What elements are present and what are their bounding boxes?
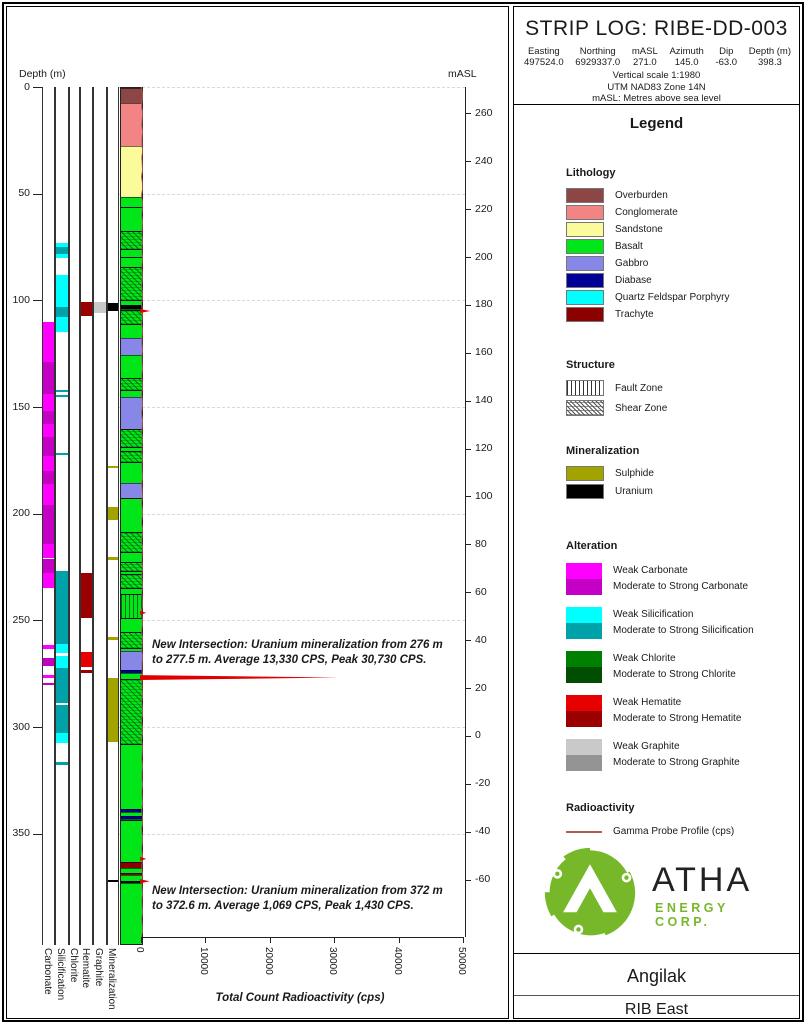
depth-tick bbox=[33, 300, 42, 301]
track-interval-carbonate_weak bbox=[43, 573, 54, 588]
alteration-swatch bbox=[566, 651, 602, 683]
track-interval-carbonate_strong bbox=[43, 658, 54, 667]
collar-field bbox=[632, 46, 658, 68]
track-interval-silicification_weak bbox=[56, 317, 68, 332]
lithology-interval-basalt bbox=[121, 819, 142, 863]
project-block bbox=[514, 953, 799, 1018]
gamma-tick bbox=[205, 937, 206, 943]
track-interval-carbonate_strong bbox=[43, 471, 54, 484]
track-interval-sulphide bbox=[108, 557, 118, 560]
trachyte-swatch bbox=[566, 307, 604, 322]
masl-tick bbox=[465, 113, 471, 114]
gamma-tick bbox=[270, 937, 271, 943]
track-label: Silicification bbox=[55, 948, 66, 1001]
collar-field-label: Azimuth bbox=[669, 46, 704, 57]
gamma-tick bbox=[141, 937, 142, 943]
depth-tick-label: 100 bbox=[12, 293, 30, 306]
track-interval-silicification_strong bbox=[56, 571, 68, 644]
depth-tick bbox=[33, 727, 42, 728]
gamma-tick bbox=[334, 937, 335, 943]
depth-tick-label: 0 bbox=[24, 80, 30, 93]
shear-zone bbox=[121, 562, 142, 573]
masl-tick bbox=[465, 544, 471, 545]
alteration-strong-label: Moderate to Strong Graphite bbox=[613, 757, 740, 768]
legend-item bbox=[566, 188, 730, 203]
alteration-group bbox=[566, 651, 754, 683]
shear-zone bbox=[121, 574, 142, 589]
alteration-swatch bbox=[566, 563, 602, 595]
legend-lithology-section bbox=[566, 167, 730, 324]
legend-item-label: Sandstone bbox=[615, 224, 663, 235]
info-panel bbox=[513, 6, 800, 1019]
uranium-swatch bbox=[566, 484, 604, 499]
legend-item-label: Fault Zone bbox=[615, 382, 663, 394]
alteration-swatch bbox=[566, 607, 602, 639]
track-interval-carbonate_strong bbox=[43, 437, 54, 456]
structure-heading: Structure bbox=[566, 359, 615, 371]
depth-tick-label: 250 bbox=[12, 613, 30, 626]
collar-field-value: 145.0 bbox=[674, 57, 699, 68]
lithology-interval-gabbro bbox=[121, 397, 142, 430]
gamma-tick-label: 30000 bbox=[327, 946, 338, 975]
lithology-interval-basalt bbox=[121, 883, 142, 939]
legend-item-label: Conglomerate bbox=[615, 207, 678, 218]
masl-tick-label: 200 bbox=[475, 250, 493, 263]
legend-item-label: Trachyte bbox=[615, 309, 654, 320]
gamma-axis bbox=[141, 937, 464, 938]
collar-field-value: 271.0 bbox=[632, 57, 657, 68]
depth-tick-label: 300 bbox=[12, 720, 30, 733]
masl-tick bbox=[465, 449, 471, 450]
masl-tick-label: -20 bbox=[475, 777, 491, 790]
depth-tick-label: 350 bbox=[12, 827, 30, 840]
collar-field-value: 398.3 bbox=[757, 57, 782, 68]
collar-field bbox=[524, 46, 564, 68]
masl-tick-label: 140 bbox=[475, 394, 493, 407]
lithology-column bbox=[120, 87, 143, 945]
masl-axis bbox=[465, 87, 466, 937]
legend-item-label: Overburden bbox=[615, 190, 668, 201]
gamma-tick-label: 0 bbox=[133, 946, 145, 953]
carbonate_strong-swatch bbox=[566, 579, 602, 595]
alteration-weak-label: Weak Hematite bbox=[613, 697, 682, 708]
scale-note: Vertical scale 1:1980 bbox=[612, 70, 701, 81]
legend-item-label: Sulphide bbox=[615, 468, 654, 479]
shear-zone bbox=[121, 378, 142, 391]
fault-zone bbox=[121, 594, 142, 619]
masl-tick-label: 20 bbox=[475, 681, 487, 694]
sandstone-swatch bbox=[566, 222, 604, 237]
annotation-1-line-2: to 277.5 m. Average 13,330 CPS, Peak 30,730 CPS. bbox=[152, 654, 427, 666]
bed-boundary-line bbox=[121, 820, 142, 821]
project-divider bbox=[514, 995, 799, 996]
alteration-strong-label: Moderate to Strong Hematite bbox=[613, 713, 742, 724]
lithology-interval-gabbro bbox=[121, 651, 142, 671]
shear-zone-swatch bbox=[566, 400, 604, 416]
collar-field-value: 497524.0 bbox=[524, 57, 564, 68]
scale-note: mASL: Metres above sea level bbox=[592, 93, 721, 104]
track-interval-carbonate_weak bbox=[43, 322, 54, 363]
collar-field-label: Northing bbox=[579, 46, 616, 57]
atha-logo-icon bbox=[542, 845, 638, 941]
track-interval-carbonate_strong bbox=[43, 683, 54, 686]
track-carbonate bbox=[42, 87, 55, 945]
legend-item bbox=[566, 273, 730, 288]
alteration-weak-label: Weak Silicification bbox=[613, 609, 694, 620]
collar-field-label: mASL bbox=[631, 46, 658, 57]
track-interval-carbonate_weak bbox=[43, 424, 54, 437]
collar-field bbox=[749, 46, 791, 68]
track-interval-silicification_weak bbox=[56, 254, 68, 257]
masl-tick bbox=[465, 688, 471, 689]
masl-tick bbox=[465, 161, 471, 162]
track-interval-silicification_weak bbox=[56, 275, 68, 307]
gamma-tick-label: 10000 bbox=[198, 946, 209, 975]
track-chlorite bbox=[69, 87, 80, 945]
track-interval-silicification_weak bbox=[56, 733, 68, 743]
track-interval-carbonate_strong bbox=[43, 505, 54, 543]
legend-title: Legend bbox=[629, 115, 684, 132]
track-interval-graphite_weak bbox=[94, 302, 106, 313]
track-interval-silicification_strong bbox=[56, 247, 68, 254]
masl-tick-label: 240 bbox=[475, 154, 493, 167]
intersection-annotation-1 bbox=[152, 638, 443, 668]
shear-zone bbox=[121, 451, 142, 464]
track-graphite bbox=[93, 87, 107, 945]
title-block bbox=[514, 7, 799, 105]
legend-item-label: Quartz Feldspar Porphyry bbox=[615, 292, 730, 303]
depth-axis-label: Depth (m) bbox=[19, 68, 66, 80]
shear-zone bbox=[121, 429, 142, 448]
track-interval-carbonate_weak bbox=[43, 484, 54, 505]
alteration-heading: Alteration bbox=[566, 540, 618, 552]
annotation-2-line-2: to 372.6 m. Average 1,069 CPS, Peak 1,430 CPS. bbox=[152, 900, 414, 912]
gamma-spike bbox=[140, 675, 339, 680]
gamma-tick-label: 50000 bbox=[456, 946, 467, 975]
lithology-interval-basalt bbox=[121, 355, 142, 399]
logo-wordmark: ATHA bbox=[652, 861, 753, 899]
annotation-1-line-1: New Intersection: Uranium mineralization from 276 m bbox=[152, 639, 443, 651]
logo-subtitle: ENERGY CORP. bbox=[655, 901, 729, 929]
track-interval-silicification_strong bbox=[56, 668, 68, 702]
hematite_weak-swatch bbox=[566, 695, 602, 711]
depth-tick-label: 200 bbox=[12, 507, 30, 520]
project-name: Angilak bbox=[626, 966, 687, 986]
gamma-line-swatch bbox=[566, 831, 602, 833]
masl-tick-label: 120 bbox=[475, 442, 493, 455]
masl-tick bbox=[465, 640, 471, 641]
scale-note: UTM NAD83 Zone 14N bbox=[607, 81, 706, 93]
masl-tick-label: 100 bbox=[475, 489, 493, 502]
track-interval-uranium bbox=[108, 303, 118, 311]
track-interval-silicification_weak bbox=[56, 644, 68, 654]
basalt-swatch bbox=[566, 239, 604, 254]
conglomerate-swatch bbox=[566, 205, 604, 220]
collar-fields bbox=[524, 46, 791, 68]
depth-tick bbox=[33, 87, 42, 88]
track-interval-silicification_strong bbox=[56, 390, 68, 392]
track-mineralization bbox=[107, 87, 119, 945]
alteration-swatch bbox=[566, 739, 602, 771]
track-label: Graphite bbox=[93, 948, 104, 987]
masl-tick bbox=[465, 496, 471, 497]
quartz_feldspar_porphyry-swatch bbox=[566, 290, 604, 305]
intersection-annotation-2 bbox=[152, 884, 443, 914]
alteration-strong-label: Moderate to Strong Carbonate bbox=[613, 581, 749, 592]
depth-tick bbox=[33, 834, 42, 835]
shear-zone bbox=[121, 267, 142, 301]
lithology-heading: Lithology bbox=[566, 167, 616, 179]
track-interval-silicification_strong bbox=[56, 307, 68, 318]
gamma-axis-title: Total Count Radioactivity (cps) bbox=[215, 992, 385, 1004]
depth-tick bbox=[33, 194, 42, 195]
alteration-labels bbox=[613, 651, 736, 683]
track-interval-sulphide bbox=[108, 466, 118, 468]
masl-tick-label: 60 bbox=[475, 585, 487, 598]
log-title: STRIP LOG: RIBE-DD-003 bbox=[525, 17, 788, 40]
scale-notes bbox=[514, 70, 799, 105]
sulphide-swatch bbox=[566, 466, 604, 481]
collar-field-label: Easting bbox=[527, 46, 560, 57]
legend-item bbox=[566, 466, 654, 481]
lithology-interval-conglomerate bbox=[121, 103, 142, 147]
overburden-swatch bbox=[566, 188, 604, 203]
masl-tick bbox=[465, 832, 471, 833]
track-interval-hematite_strong bbox=[81, 573, 92, 618]
gabbro-swatch bbox=[566, 256, 604, 271]
shear-zone bbox=[121, 310, 142, 325]
legend-item bbox=[566, 205, 730, 220]
masl-tick bbox=[465, 592, 471, 593]
hematite_strong-swatch bbox=[566, 711, 602, 727]
depth-tick bbox=[33, 514, 42, 515]
masl-tick bbox=[465, 880, 471, 881]
mineralization-heading: Mineralization bbox=[566, 445, 640, 457]
alteration-weak-label: Weak Carbonate bbox=[613, 565, 688, 576]
gamma-tick bbox=[399, 937, 400, 943]
alteration-group bbox=[566, 607, 754, 639]
legend-item-label: Basalt bbox=[615, 241, 643, 252]
annotation-2-line-1: New Intersection: Uranium mineralization from 372 m bbox=[152, 885, 443, 897]
legend-radioactivity-section bbox=[566, 802, 734, 839]
legend-item-label: Diabase bbox=[615, 275, 652, 286]
masl-tick bbox=[465, 353, 471, 354]
depth-tick bbox=[33, 620, 42, 621]
legend-item bbox=[566, 222, 730, 237]
masl-axis-label: mASL bbox=[448, 68, 477, 80]
track-interval-carbonate_strong bbox=[43, 559, 54, 574]
project-area: RIB East bbox=[624, 1001, 689, 1018]
masl-tick-label: 180 bbox=[475, 298, 493, 311]
fault-zone-swatch bbox=[566, 380, 604, 396]
alteration-labels bbox=[613, 695, 741, 727]
legend-item bbox=[566, 239, 730, 254]
masl-tick bbox=[465, 257, 471, 258]
track-interval-silicification_strong bbox=[56, 762, 68, 765]
legend-alteration-section bbox=[566, 540, 754, 783]
track-interval-carbonate_weak bbox=[43, 544, 54, 559]
legend-item bbox=[566, 256, 730, 271]
alteration-weak-label: Weak Chlorite bbox=[613, 653, 676, 664]
company-logo bbox=[534, 845, 784, 945]
alteration-labels bbox=[613, 563, 748, 595]
lithology-interval-gabbro bbox=[121, 483, 142, 499]
legend-mineralization-section bbox=[566, 445, 654, 502]
track-interval-carbonate_strong bbox=[43, 411, 54, 424]
alteration-group bbox=[566, 563, 754, 595]
masl-tick-label: -60 bbox=[475, 873, 491, 886]
track-interval-sulphide bbox=[108, 637, 118, 639]
silicification_weak-swatch bbox=[566, 607, 602, 623]
gamma-tick bbox=[463, 937, 464, 943]
collar-field-label: Depth (m) bbox=[748, 46, 791, 57]
legend-item bbox=[566, 400, 667, 416]
masl-tick bbox=[465, 784, 471, 785]
track-interval-sulphide bbox=[108, 678, 118, 742]
masl-tick-label: 160 bbox=[475, 346, 493, 359]
gamma-tick-label: 20000 bbox=[262, 946, 274, 975]
legend-item bbox=[566, 484, 654, 499]
masl-tick bbox=[465, 209, 471, 210]
track-label: Chlorite bbox=[67, 948, 79, 983]
legend-item bbox=[566, 307, 730, 322]
track-label: Hematite bbox=[79, 948, 91, 989]
track-label: Carbonate bbox=[41, 948, 53, 995]
masl-tick-label: 40 bbox=[475, 633, 487, 646]
legend-item-label: Shear Zone bbox=[615, 402, 668, 414]
masl-tick-label: 80 bbox=[475, 537, 487, 550]
graphite_weak-swatch bbox=[566, 739, 602, 755]
lithology-interval-overburden bbox=[121, 88, 142, 104]
radioactivity-heading: Radioactivity bbox=[566, 802, 635, 814]
depth-tick-label: 150 bbox=[12, 400, 30, 413]
lithology-interval-sandstone bbox=[121, 146, 142, 198]
track-interval-hematite_weak bbox=[81, 652, 92, 667]
gamma-tick-label: 40000 bbox=[391, 946, 403, 975]
bed-boundary-line bbox=[121, 257, 142, 258]
diabase-swatch bbox=[566, 273, 604, 288]
track-interval-silicification_weak bbox=[56, 656, 68, 669]
collar-field-value: 6929337.0 bbox=[575, 57, 621, 68]
track-interval-carbonate_weak bbox=[43, 645, 54, 649]
shear-zone bbox=[121, 532, 142, 553]
masl-tick bbox=[465, 736, 471, 737]
alteration-strong-label: Moderate to Strong Silicification bbox=[613, 625, 754, 636]
shear-zone bbox=[121, 231, 142, 250]
track-interval-silicification_strong bbox=[56, 453, 68, 455]
depth-tick bbox=[33, 407, 42, 408]
collar-field-value: -63.0 bbox=[715, 57, 738, 68]
track-interval-silicification_strong bbox=[56, 705, 68, 734]
legend-item-label: Gabbro bbox=[615, 258, 649, 269]
track-interval-carbonate_weak bbox=[43, 394, 54, 411]
alteration-group bbox=[566, 695, 754, 727]
legend-item bbox=[566, 290, 730, 305]
chlorite_weak-swatch bbox=[566, 651, 602, 667]
track-interval-hematite_strong bbox=[81, 670, 92, 673]
collar-field-label: Dip bbox=[719, 46, 734, 57]
track-interval-sulphide bbox=[108, 507, 118, 520]
legend-item bbox=[566, 380, 667, 396]
masl-tick bbox=[465, 401, 471, 402]
depth-tick-label: 50 bbox=[18, 187, 30, 200]
track-hematite bbox=[80, 87, 93, 945]
masl-tick-label: -40 bbox=[475, 825, 491, 838]
chlorite_strong-swatch bbox=[566, 667, 602, 683]
collar-field bbox=[715, 46, 737, 68]
carbonate_weak-swatch bbox=[566, 563, 602, 579]
legend-structure-section bbox=[566, 359, 667, 420]
track-silicification bbox=[55, 87, 69, 945]
silicification_strong-swatch bbox=[566, 623, 602, 639]
shear-zone bbox=[121, 632, 142, 649]
alteration-labels bbox=[613, 739, 740, 771]
alteration-swatch bbox=[566, 695, 602, 727]
alteration-weak-label: Weak Graphite bbox=[613, 741, 680, 752]
masl-tick-label: 0 bbox=[475, 729, 481, 742]
track-label: Mineralization bbox=[106, 948, 117, 1010]
bed-boundary-line bbox=[121, 207, 142, 208]
lithology-interval-gabbro bbox=[121, 338, 142, 356]
graphite_strong-swatch bbox=[566, 755, 602, 771]
alteration-group bbox=[566, 739, 754, 771]
gamma-legend-label: Gamma Probe Profile (cps) bbox=[613, 826, 735, 837]
masl-tick-label: 260 bbox=[475, 106, 493, 119]
track-interval-uranium bbox=[108, 880, 118, 882]
masl-tick bbox=[465, 305, 471, 306]
bed-boundary-line bbox=[121, 498, 142, 499]
collar-field bbox=[575, 46, 620, 68]
masl-tick-label: 220 bbox=[475, 202, 493, 215]
track-interval-hematite_strong bbox=[81, 302, 92, 316]
track-interval-carbonate_weak bbox=[43, 675, 54, 677]
shear-zone bbox=[121, 679, 142, 745]
collar-field bbox=[669, 46, 703, 68]
legend-item-label: Uranium bbox=[615, 486, 653, 497]
track-interval-carbonate_weak bbox=[43, 456, 54, 471]
track-interval-carbonate_strong bbox=[43, 362, 54, 394]
track-interval-silicification_strong bbox=[56, 395, 68, 397]
alteration-strong-label: Moderate to Strong Chlorite bbox=[613, 669, 736, 680]
alteration-labels bbox=[613, 607, 754, 639]
